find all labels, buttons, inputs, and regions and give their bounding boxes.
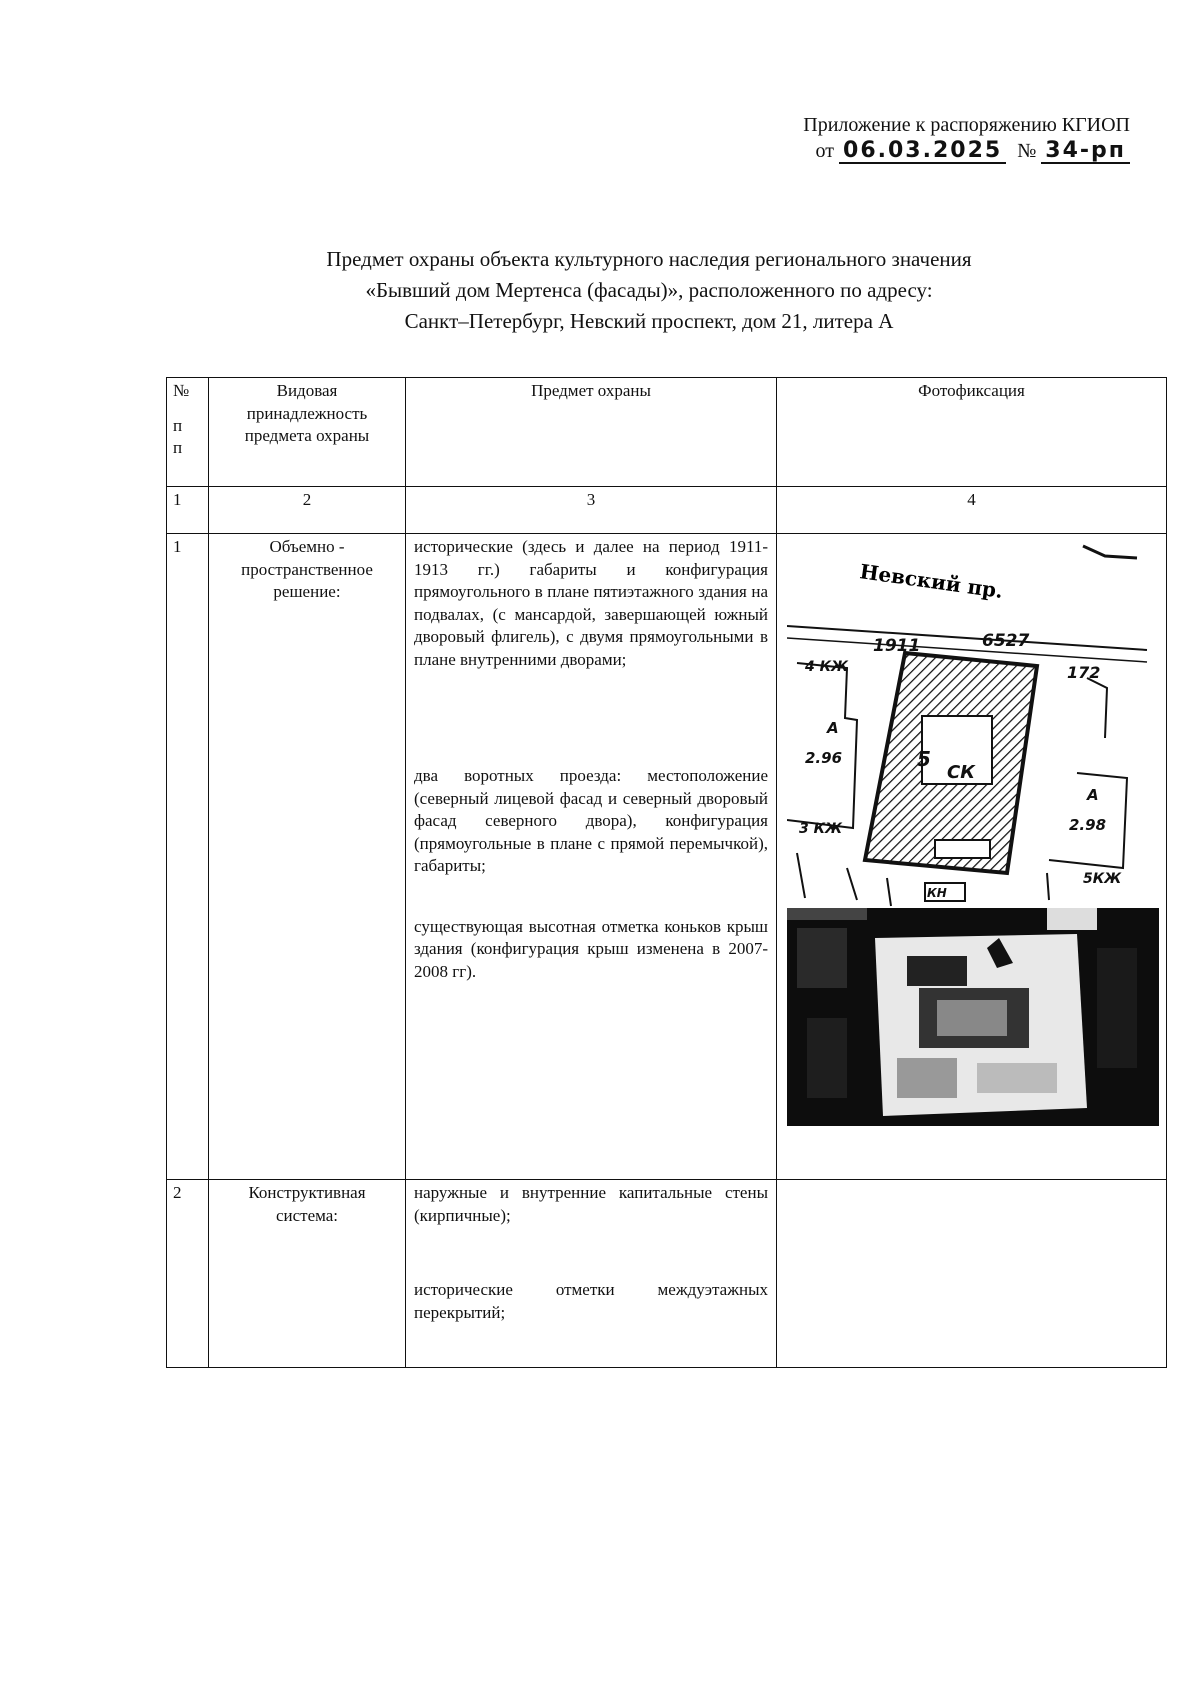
- map-line: [787, 626, 1147, 650]
- column-numbers-row: [167, 487, 1167, 534]
- column-number: 3: [406, 487, 777, 534]
- map-label: 172: [1067, 663, 1101, 682]
- map-label: 1911: [873, 636, 921, 656]
- column-number: 2: [209, 487, 406, 534]
- number-sign: №: [1017, 140, 1037, 162]
- row-subject: [406, 534, 777, 1180]
- title-line-1: Предмет охраны объекта культурного наследия регионального значения: [326, 247, 972, 271]
- row-photo: [777, 534, 1167, 1180]
- table-row: [167, 534, 1167, 1180]
- header-subject: Предмет охраны: [406, 378, 777, 487]
- header-number: [167, 378, 209, 487]
- table-header-row: [167, 378, 1167, 487]
- map-label: 2.98: [1069, 816, 1107, 834]
- map-label: 2.96: [805, 749, 843, 767]
- row-kind: Конструктивная система:: [209, 1180, 406, 1368]
- header-number-p1: п: [173, 415, 183, 435]
- map-label: 6527: [982, 631, 1030, 651]
- protection-table: [166, 377, 1167, 1368]
- map-label: А: [1087, 786, 1099, 804]
- map-label: 3 КЖ: [799, 821, 843, 837]
- appendix-line: Приложение к распоряжению КГИОП: [803, 114, 1130, 136]
- order-date: 06.03.2025: [839, 140, 1006, 164]
- order-number: 34-рп: [1041, 140, 1130, 164]
- order-date-line: [803, 138, 1130, 164]
- courtyard: [935, 840, 990, 858]
- map-street-label: Невский пр.: [858, 559, 1005, 604]
- document-title: [164, 244, 1134, 337]
- map-label: А: [827, 719, 839, 737]
- map-line: [787, 663, 857, 828]
- map-label: 4 КЖ: [805, 659, 849, 675]
- row-subject: [406, 1180, 777, 1368]
- date-prefix: от: [815, 140, 835, 162]
- map-label: 5: [917, 747, 931, 771]
- map-label: СК: [947, 762, 975, 783]
- row-kind: Объемно - пространственное решение:: [209, 534, 406, 1180]
- header-number-p2: п: [173, 438, 183, 457]
- map-label: КН: [927, 886, 947, 900]
- column-number: 1: [167, 487, 209, 534]
- row-photo: [777, 1180, 1167, 1368]
- column-number: 4: [777, 487, 1167, 534]
- title-line-3: Санкт–Петербург, Невский проспект, дом 21, литера А: [404, 309, 894, 333]
- header-number-sign: №: [173, 381, 190, 400]
- subject-item: существующая высотная отметка коньков крыш здания (конфигурация крыш изменена в 2007-2008 гг).: [414, 916, 768, 981]
- subject-item: исторические (здесь и далее на период 1911-1913 гг.) габариты и конфигурация прямоугольного в плане пятиэтажного здания на подвалах, (с мансардой, завершающей южный дворовый флигель), с двумя прямоугольными в плане внутренними дворами;: [414, 537, 768, 669]
- title-line-2: «Бывший дом Мертенса (фасады)», расположенного по адресу:: [365, 278, 933, 302]
- row-number: 2: [167, 1180, 209, 1368]
- map-line: [1087, 678, 1107, 738]
- aerial-photo: [787, 908, 1159, 1126]
- subject-item: наружные и внутренние капитальные стены (кирпичные);: [414, 1183, 768, 1225]
- header-photo: Фотофиксация: [777, 378, 1167, 487]
- site-plan-map: [787, 538, 1165, 908]
- table-row: [167, 1180, 1167, 1368]
- row-number: 1: [167, 534, 209, 1180]
- map-line: [1083, 546, 1137, 558]
- subject-item: два воротных проезда: местоположение (северный лицевой фасад и северный дворовый фасад северного двора), конфигурация (прямоугольные в плане с прямой перемычкой), габариты;: [414, 766, 768, 875]
- appendix-header: [803, 112, 1130, 164]
- header-kind: Видовая принадлежность предмета охраны: [209, 378, 406, 487]
- subject-item: исторические отметки междуэтажных перекрытий;: [414, 1280, 768, 1322]
- map-label: 5КЖ: [1083, 871, 1122, 887]
